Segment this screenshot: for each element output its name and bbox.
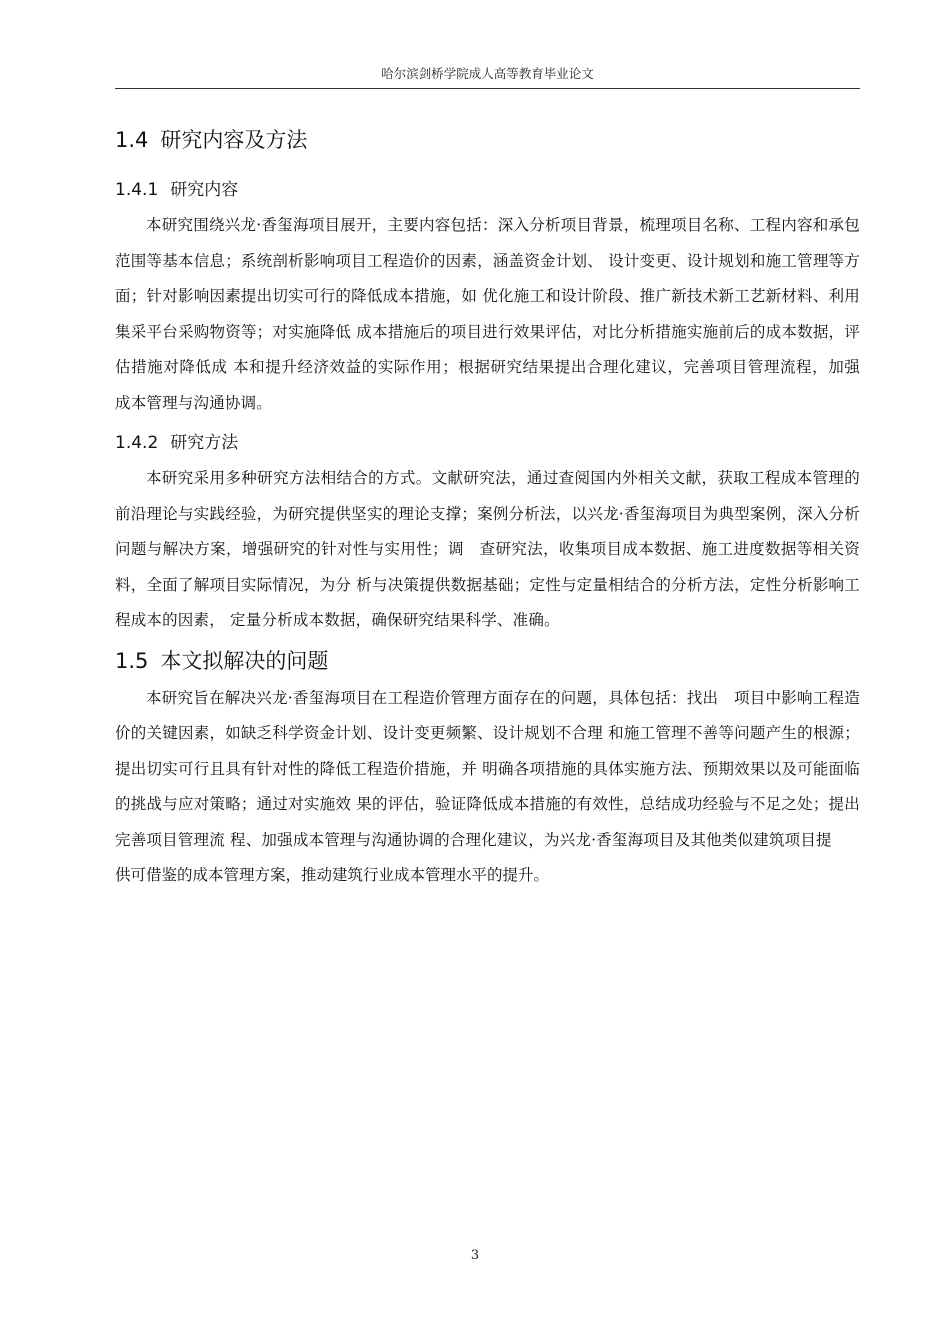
section-number: 1.5 [115,648,149,673]
subsection-title: 研究方法 [170,433,239,453]
paragraph-continuation: 供可借鉴的成本管理方案，推动建筑行业成本管理水平的提升。 [115,866,550,884]
subsection-heading-1-4-1 [115,172,860,208]
section-heading-1-4 [115,120,860,160]
subsection-number: 1.4.1 [115,180,159,200]
paragraph-research-content: 本研究围绕兴龙·香玺海项目展开，主要内容包括：深入分析项目背景，梳理项目名称、工程内容和承包范围等基本信息；系统剖析影响项目工程造价的因素，涵盖资金计划、 设计变更、设计规划和施工管理等方面；针对影响因素提出切实可行的降低成本措施，如 优化施工和设计阶段、推广新技术新工艺新材料、利用集采平台采购物资等；对实施降低 成本措施后的项目进行效果评估，对比分析措施实施前后的成本数据，评估措施对降低成 本和提升经济效益的实际作用；根据研究结果提出合理化建议，完善项目管理流程，加强 成本管理与沟通协调。 [115,216,860,412]
section-number: 1.4 [115,128,149,152]
paragraph-research-methods: 本研究采用多种研究方法相结合的方式。文献研究法，通过查阅国内外相关文献，获取工程成本管理的前沿理论与实践经验，为研究提供坚实的理论支撑；案例分析法，以兴龙·香玺海项目为典型案例，深入分析问题与解决方案，增强研究的针对性与实用性；调 查研究法，收集项目成本数据、施工进度数据等相关资料，全面了解项目实际情况，为分 析与决策提供数据基础；定性与定量相结合的分析方法，定性分析影响工程成本的因素， 定量分析成本数据，确保研究结果科学、准确。 [115,469,860,629]
page-content [115,120,860,894]
page-number: 3 [470,1248,480,1263]
section-title: 研究内容及方法 [160,128,308,152]
subsection-number: 1.4.2 [115,433,159,453]
section-heading-1-5 [115,641,860,681]
header-rule [115,88,860,89]
subsection-heading-1-4-2 [115,425,860,461]
paragraph-problems-to-solve: 本研究旨在解决兴龙·香玺海项目在工程造价管理方面存在的问题，具体包括：找出 项目中影响工程造价的关键因素，如缺乏科学资金计划、设计变更频繁、设计规划不合理 和施工管理不善等问题产生的根源；提出切实可行且具有针对性的降低工程造价措施，并 明确各项措施的具体实施方法、预期效果以及可能面临的挑战与应对策略；通过对实施效 果的评估，验证降低成本措施的有效性，总结成功经验与不足之处；提出完善项目管理流 程、加强成本管理与沟通协调的合理化建议，为兴龙·香玺海项目及其他类似建筑项目提 [115,688,860,849]
running-header: 哈尔滨剑桥学院成人高等教育毕业论文 [381,66,594,81]
section-title: 本文拟解决的问题 [160,648,329,673]
subsection-title: 研究内容 [170,180,239,200]
